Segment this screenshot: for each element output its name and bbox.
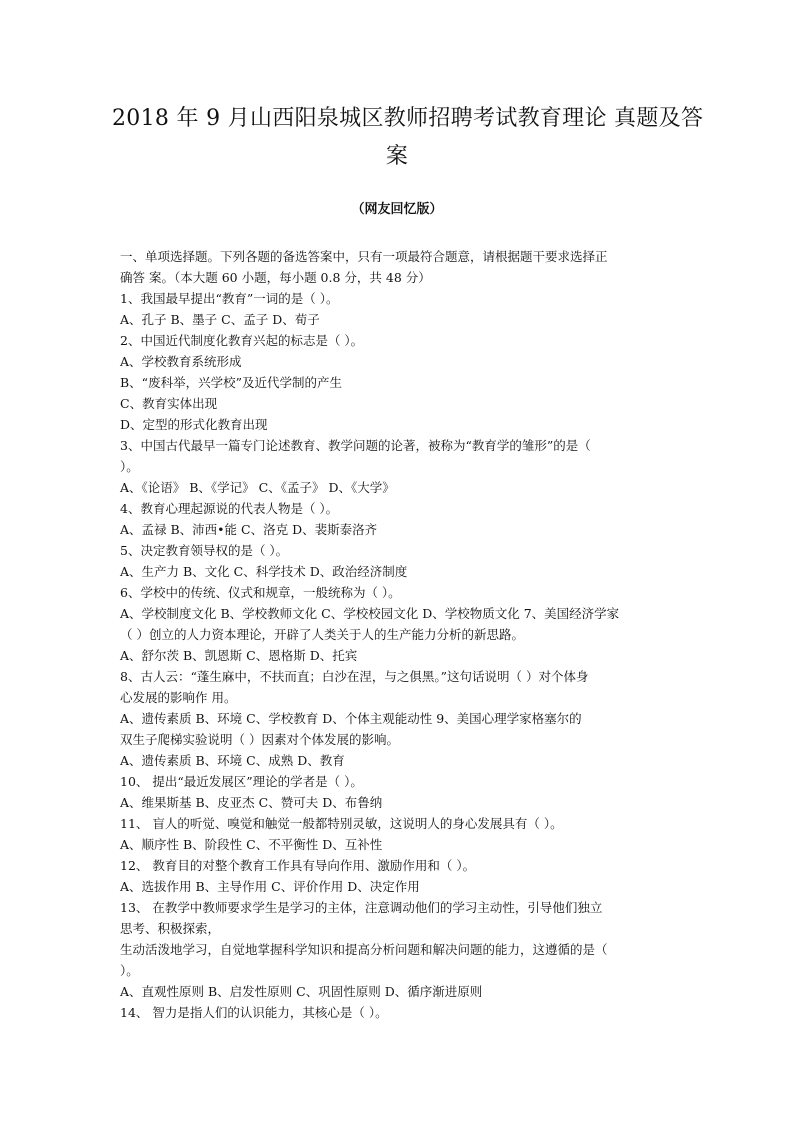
question-line: A、直观性原则 B、启发性原则 C、巩固性原则 D、循序渐进原则: [120, 984, 483, 999]
question-line: 心发展的影响作 用。: [120, 690, 237, 705]
question-line: 思考、积极探索，: [120, 921, 221, 936]
question-line: 一、单项选择题。下列各题的备选答案中，只有一项最符合题意，请根据题干要求选择正: [120, 249, 608, 264]
question-line: A、维果斯基 B、皮亚杰 C、赞可夫 D、布鲁纳: [120, 795, 383, 810]
question-line: A、学校制度文化 B、学校教师文化 C、学校校园文化 D、学校物质文化 7、美国经济学家: [120, 606, 620, 621]
question-line: 11、 盲人的听觉、嗅觉和触觉一般都特别灵敏，这说明人的身心发展具有（ ）。: [120, 816, 563, 831]
question-line: A、选拔作用 B、主导作用 C、评价作用 D、决定作用: [120, 879, 420, 894]
question-line: D、定型的形式化教育出现: [120, 417, 268, 432]
question-line: （ ）创立的人力资本理论，开辟了人类关于人的生产能力分析的新思路。: [120, 627, 524, 642]
question-line: ）。: [120, 963, 139, 978]
question-line: 10、 提出“最近发展区”理论的学者是（ ）。: [120, 774, 363, 789]
question-line: A、学校教育系统形成: [120, 354, 242, 369]
question-line: 1、我国最早提出“教育”一词的是（ ）。: [120, 291, 339, 306]
question-line: 2、中国近代制度化教育兴起的标志是（ ）。: [120, 333, 364, 348]
question-line: 3、中国古代最早一篇专门论述教育、教学问题的论著，被称为“教育学的雏形”的是（: [120, 438, 591, 453]
question-line: A、《论语》 B、《学记》 C、《孟子》 D、《大学》: [120, 480, 395, 495]
document-subtitle: （网友回忆版）: [351, 202, 443, 217]
question-line: A、孟禄 B、沛西•能 C、洛克 D、裴斯泰洛齐: [120, 522, 378, 537]
question-line: 5、决定教育领导权的是（ ）。: [120, 543, 289, 558]
question-line: B、“废科举，兴学校”及近代学制的产生: [120, 375, 342, 390]
question-line: A、孔子 B、墨子 C、孟子 D、荀子: [120, 312, 320, 327]
question-line: 双生子爬梯实验说明（ ）因素对个体发展的影响。: [120, 732, 399, 747]
question-line: ）。: [120, 459, 139, 474]
question-line: 13、 在教学中教师要求学生是学习的主体，注意调动他们的学习主动性，引导他们独立: [120, 900, 603, 915]
question-line: A、生产力 B、文化 C、科学技术 D、政治经济制度: [120, 564, 408, 579]
question-line: A、遗传素质 B、环境 C、成熟 D、教育: [120, 753, 345, 768]
exam-question-text: [120, 246, 680, 1023]
question-line: 14、 智力是指人们的认识能力，其核心是（ ）。: [120, 1005, 388, 1020]
question-line: A、舒尔茨 B、凯恩斯 C、恩格斯 D、托宾: [120, 648, 358, 663]
question-line: A、遗传素质 B、环境 C、学校教育 D、个体主观能动性 9、美国心理学家格塞尔的: [120, 711, 582, 726]
question-line: 12、 教育目的对整个教育工作具有导向作用、激励作用和（ ）。: [120, 858, 476, 873]
question-line: 生动活泼地学习，自觉地掌握科学知识和提高分析问题和解决问题的能力，这遵循的是（: [120, 942, 608, 957]
document-title-line-2: 案: [385, 144, 409, 169]
question-line: 6、学校中的传统、仪式和规章，一般统称为（ ）。: [120, 585, 401, 600]
question-line: A、顺序性 B、阶段性 C、不平衡性 D、互补性: [120, 837, 383, 852]
document-title-line-1: 2018 年 9 月山西阳泉城区教师招聘考试教育理论 真题及答: [112, 106, 704, 131]
question-line: C、教育实体出现: [120, 396, 218, 411]
question-line: 确答 案。（本大题 60 小题，每小题 0.8 分，共 48 分）: [120, 270, 431, 285]
question-line: 8、古人云：“蓬生麻中，不扶而直；白沙在涅，与之俱黑。”这句话说明（ ）对个体身: [120, 669, 589, 684]
question-line: 4、教育心理起源说的代表人物是（ ）。: [120, 501, 339, 516]
